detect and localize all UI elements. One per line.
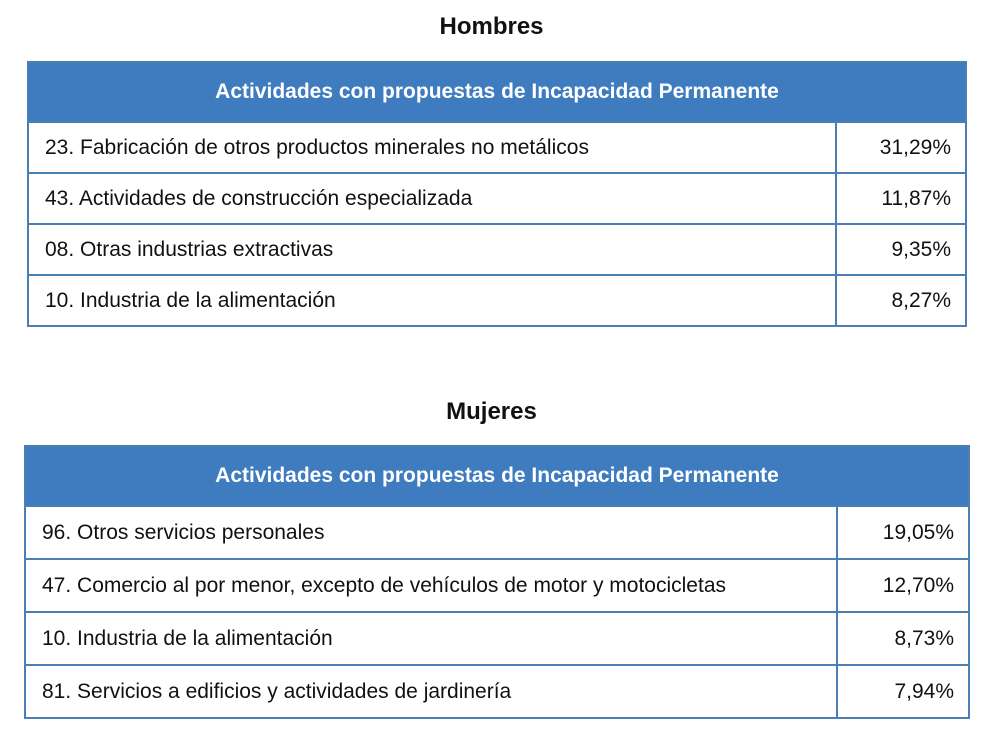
percent-cell: 12,70% — [837, 559, 969, 612]
table-row — [25, 559, 969, 612]
percent-cell: 19,05% — [837, 506, 969, 559]
percent-cell: 11,87% — [836, 173, 966, 224]
table-header-row — [28, 62, 966, 122]
table-row — [28, 275, 966, 326]
activity-cell: 43. Actividades de construcción especializada — [28, 173, 836, 224]
table-row — [28, 224, 966, 275]
percent-cell: 9,35% — [836, 224, 966, 275]
table-row — [28, 122, 966, 173]
percent-cell: 7,94% — [837, 665, 969, 718]
activity-cell: 10. Industria de la alimentación — [28, 275, 836, 326]
table-header-row — [25, 446, 969, 506]
table-row — [25, 665, 969, 718]
table-row — [28, 173, 966, 224]
table-row — [25, 612, 969, 665]
section-title-hombres: Hombres — [439, 13, 544, 40]
table-mujeres — [24, 445, 970, 719]
activity-cell: 96. Otros servicios personales — [25, 506, 837, 559]
table-hombres — [27, 61, 967, 327]
activity-cell: 08. Otras industrias extractivas — [28, 224, 836, 275]
percent-cell: 31,29% — [836, 122, 966, 173]
percent-cell: 8,27% — [836, 275, 966, 326]
table-row — [25, 506, 969, 559]
percent-cell: 8,73% — [837, 612, 969, 665]
activity-cell: 47. Comercio al por menor, excepto de vehículos de motor y motocicletas — [25, 559, 837, 612]
table-header: Actividades con propuestas de Incapacidad Permanente — [25, 446, 969, 506]
activity-cell: 23. Fabricación de otros productos minerales no metálicos — [28, 122, 836, 173]
activity-cell: 81. Servicios a edificios y actividades de jardinería — [25, 665, 837, 718]
section-title-mujeres: Mujeres — [446, 398, 537, 425]
table-header: Actividades con propuestas de Incapacidad Permanente — [28, 62, 966, 122]
activity-cell: 10. Industria de la alimentación — [25, 612, 837, 665]
